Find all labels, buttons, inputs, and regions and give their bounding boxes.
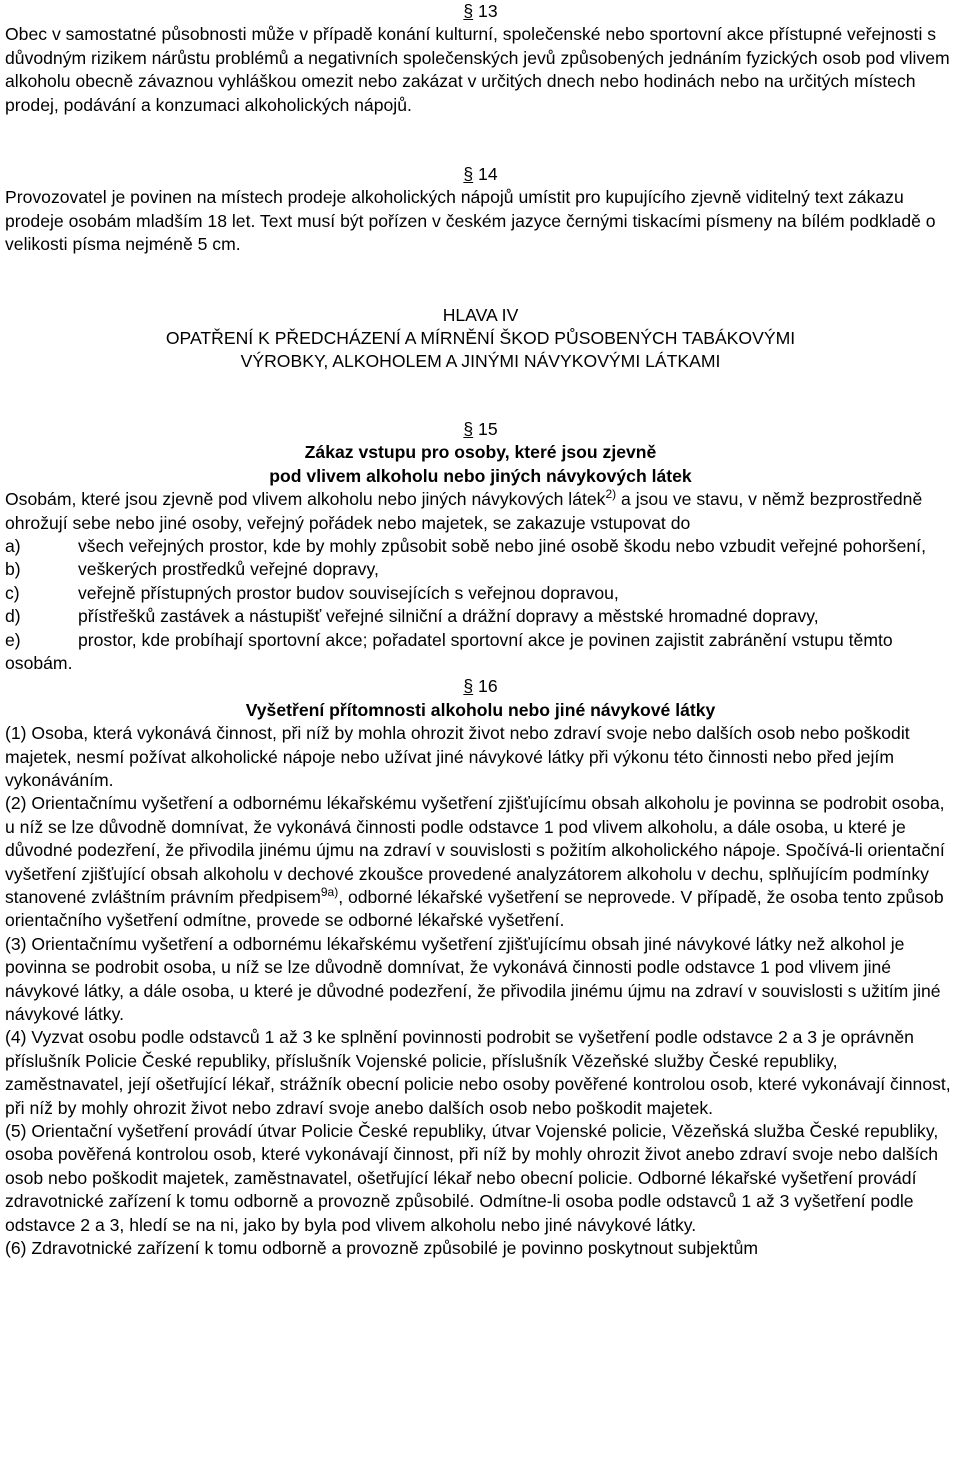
footnote-ref-9a: 9a) (320, 885, 339, 899)
chapter-number: HLAVA IV (442, 304, 519, 325)
section-15-number: § 15 (463, 418, 498, 439)
list-item: b) veškerých prostředků veřejné dopravy, (5, 559, 379, 580)
section-15-heading-line-1: Zákaz vstupu pro osoby, které jsou zjevně (304, 442, 657, 463)
list-item: e) prostor, kde probíhají sportovní akce; pořadatel sportovní akce je povinen zajistit zabránění vstupu těmto osobám. (5, 629, 893, 673)
section-16-heading: Vyšetření přítomnosti alkoholu nebo jiné návykové látky (245, 699, 716, 720)
chapter-title-line-2: VÝROBKY, ALKOHOLEM A JINÝMI NÁVYKOVÝMI LÁTKAMI (240, 351, 721, 372)
list-item: c) veřejně přístupných prostor budov souvisejících s veřejnou dopravou, (5, 582, 619, 603)
section-16-number: § 16 (463, 676, 498, 697)
list-item: d) přístřešků zastávek a nástupišť veřejné silniční a drážní dopravy a městské hromadné dopravy, (5, 606, 819, 627)
section-16-paragraph-6: (6) Zdravotnické zařízení k tomu odborně a provozně způsobilé je povinno poskytnout subjektům (5, 1238, 759, 1259)
section-15-intro: Osobám, které jsou zjevně pod vlivem alkoholu nebo jiných návykových látek$^{2)}$ a jsou ve stavu, v němž bezprostředně ohrožují sebe nebo jiné osoby, veřejný pořádek nebo majetek, se zakazuje vstupovat do (5, 487, 923, 533)
section-16-paragraph-2: (2) Orientačnímu vyšetření a odbornému lékařskému vyšetření zjišťujícímu obsah alkoholu je povinna se podrobit osoba, u níž se lze důvodně domnívat, že vykonává činnosti podle odstavce 1 pod vlivem alkoholu, a dále osoba, u které je důvodné podezření, že přivodila jinému újmu na zdraví v souvislosti s požitím alkoholického nápoje. Spočívá-li orientační vyšetření zjišťující obsah alkoholu v dechové zkoušce provedené analyzátorem alkoholu v dechu, splňujícím podmínky stanovené zvláštním právním předpisem$^{9a)}$, odborné lékařské vyšetření se neprovede. V případě, že osoba tento způsob orientačního vyšetření odmítne, provede se odborné lékařské vyšetření. (5, 793, 945, 931)
section-15-heading-line-2: pod vlivem alkoholu nebo jiných návykových látek (269, 465, 692, 486)
section-13-number: § 13 (463, 1, 498, 21)
section-16-paragraph-5: (5) Orientační vyšetření provádí útvar Policie České republiky, útvar Vojenské policie, Vězeňská služba České republiky, osoba pověřená kontrolou osob, které vykonávají činnost, při níž by mohly ohrozit život anebo zdraví svoje nebo dalších osob nebo poškodit majetek, zaměstnavatel, ošetřující lékař nebo obecní policie. Odborné lékařské vyšetření provádí zdravotnické zařízení k tomu odborně a provozně způsobilé. Odmítne-li osoba podle odstavců 1 až 3 vyšetření podle odstavce 2 a 3, hledí se na ni, jako by byla pod vlivem alkoholu nebo jiné návykové látky. (5, 1121, 939, 1235)
section-16-paragraph-4: (4) Vyzvat osobu podle odstavců 1 až 3 ke splnění povinnosti podrobit se vyšetření podle odstavce 2 a 3 je oprávněn příslušník Policie České republiky, příslušník Vojenské policie, příslušník Vězeňské služby České republiky, zaměstnavatel, její ošetřující lékař, strážník obecní policie nebo osoby pověřené kontrolou osob, které vykonávají činnost, při níž by mohly ohrozit život nebo zdraví svoje anebo dalších osob nebo poškodit majetek. (5, 1027, 951, 1118)
section-14-text: Provozovatel je povinen na místech prodeje alkoholických nápojů umístit pro kupujícího zjevně viditelný text zákazu prodeje osobám mladším 18 let. Text musí být pořízen v českém jazyce černými tiskacími písmeny na bílém podkladě o velikosti písma nejméně 5 cm. (5, 187, 936, 255)
section-16-paragraph-1: (1) Osoba, která vykonává činnost, při níž by mohla ohrozit život nebo zdraví svoje nebo dalších osob nebo poškodit majetek, nesmí požívat alkoholické nápoje nebo užívat jiné návykové látky při výkonu této činnosti nebo před jejím vykonáváním. (5, 723, 910, 790)
section-16-paragraph-3: (3) Orientačnímu vyšetření a odbornému lékařskému vyšetření zjišťujícímu obsah jiné návykové látky než alkohol je povinna se podrobit osoba, u níž se lze důvodně domnívat, že vykonává činnosti podle odstavce 1 pod vlivem jiné návykové látky, a dále osoba, u které je důvodné podezření, že přivodila jinému újmu na zdraví v souvislosti s užitím jiné návykové látky. (5, 933, 941, 1025)
footnote-ref-2: 2) (605, 487, 617, 502)
chapter-title-line-1: OPATŘENÍ K PŘEDCHÁZENÍ A MÍRNĚNÍ ŠKOD PŮSOBENÝCH TABÁKOVÝMI (165, 328, 796, 349)
list-item: a) všech veřejných prostor, kde by mohly způsobit sobě nebo jiné osobě škodu nebo vzbudit veřejné pohoršení, (5, 535, 926, 556)
section-13-text: Obec v samostatné působnosti může v případě konání kulturní, společenské nebo sportovní akce přístupné veřejnosti s důvodným rizikem nárůstu problémů a negativních společenských jevů způsobených jednáním fyzických osob pod vlivem alkoholu obecně závaznou vyhláškou omezit nebo zakázat v určitých dnech nebo hodinách nebo na určitých místech prodej, podávání a konzumaci alkoholických nápojů. (5, 24, 950, 115)
section-14-number: § 14 (463, 164, 498, 185)
